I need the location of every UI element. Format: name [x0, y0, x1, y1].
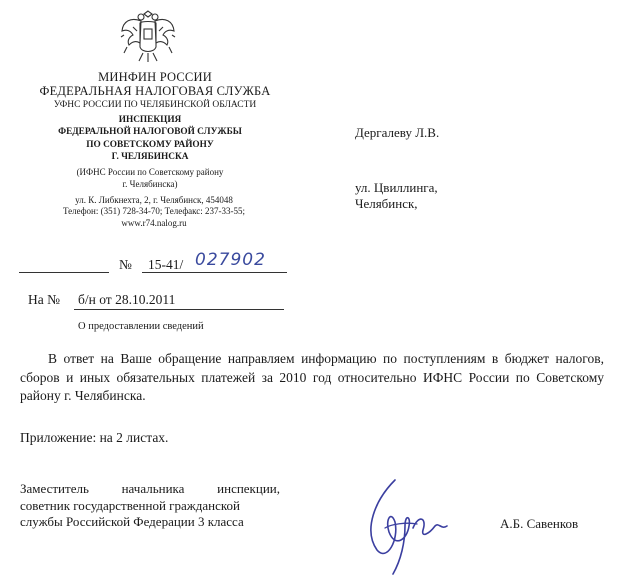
- ministry-name: МИНФИН РОССИИ: [98, 70, 212, 84]
- reference-line: [74, 309, 284, 310]
- inspection-line: ПО СОВЕТСКОМУ РАЙОНУ: [86, 139, 214, 150]
- attachment-note: Приложение: на 2 листах.: [20, 430, 169, 445]
- recipient-address: [355, 180, 555, 212]
- recipient-city: Челябинск,: [355, 196, 418, 211]
- recipient-street: ул. Цвиллинга,: [355, 180, 438, 195]
- short-name-line: (ИФНС России по Советскому району: [76, 167, 224, 177]
- handwritten-signature: [355, 470, 475, 580]
- inspection-short-name: [55, 166, 245, 190]
- handwritten-outgoing-number: 027902: [195, 250, 266, 270]
- inspection-line: Г. ЧЕЛЯБИНСКА: [111, 152, 189, 163]
- reference-value: б/н от 28.10.2011: [78, 292, 176, 307]
- inspection-line: ИНСПЕКЦИЯ: [118, 115, 182, 125]
- service-name: ФЕДЕРАЛЬНАЯ НАЛОГОВАЯ СЛУЖБА: [39, 84, 271, 98]
- address-line: www.r74.nalog.ru: [121, 217, 187, 228]
- address-line: Телефон: (351) 728-34-70; Телефакс: 237-33-55;: [62, 206, 246, 217]
- signer-title: [20, 481, 280, 531]
- short-name-line: г. Челябинска): [122, 179, 178, 189]
- reference-label: На №: [28, 292, 60, 307]
- address-line: ул. К. Либкнехта, 2, г. Челябинск, 454048: [75, 195, 233, 205]
- signer-name: А.Б. Савенков: [500, 516, 579, 531]
- number-sign: №: [119, 257, 132, 272]
- letter-subject: О предоставлении сведений: [78, 321, 204, 332]
- outgoing-number-line: [142, 272, 287, 273]
- signer-title-line: Заместитель начальника инспекции,: [20, 481, 280, 496]
- recipient-name: Дергалеву Л.В.: [355, 125, 440, 140]
- inspection-address: [34, 195, 274, 229]
- letter-body: В ответ на Ваше обращение направляем информацию по поступлениям в бюджет налогов, сборов и иных обязательных платежей за 2010 год относительно ИФНС России по Советскому району г. Челябинска.: [20, 351, 604, 403]
- regional-office: УФНС РОССИИ ПО ЧЕЛЯБИНСКОЙ ОБЛАСТИ: [53, 100, 257, 110]
- signer-title-line: службы Российской Федерации 3 класса: [20, 514, 244, 529]
- outgoing-number-prefix: 15-41/: [148, 257, 184, 272]
- inspection-line: ФЕДЕРАЛЬНОЙ НАЛОГОВОЙ СЛУЖБЫ: [58, 127, 242, 138]
- outgoing-date-line: [19, 272, 109, 273]
- inspection-name: [20, 114, 280, 164]
- coat-of-arms-icon: [119, 7, 177, 67]
- signer-title-line: советник государственной гражданской: [20, 497, 240, 513]
